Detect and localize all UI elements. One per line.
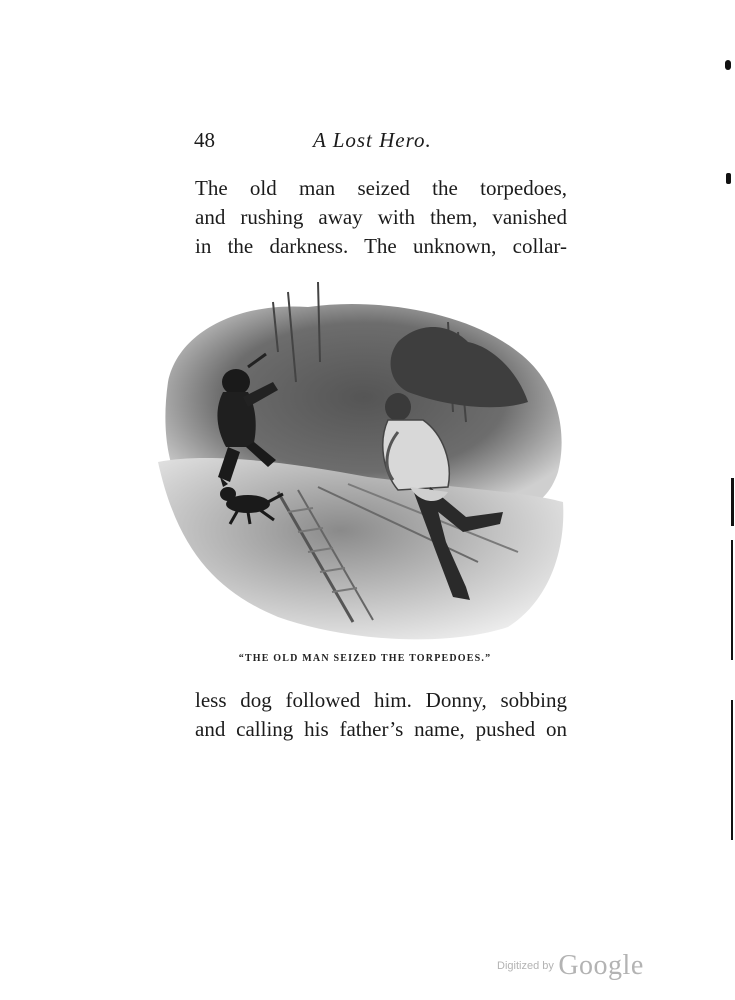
scan-mark — [731, 478, 734, 526]
body-text-top — [195, 174, 567, 261]
text-line: and calling his father’s name, pushed on — [195, 717, 567, 741]
google-watermark — [497, 950, 644, 982]
text-line: less dog followed him. Donny, sobbing — [195, 688, 567, 712]
scan-mark — [725, 60, 731, 70]
text-line: and rushing away with them, vanished — [195, 205, 567, 229]
text-line: The old man seized the torpedoes, — [195, 176, 567, 200]
text-line: in the darkness. The unknown, collar- — [195, 234, 567, 258]
running-title: A Lost Hero. — [313, 128, 432, 152]
scan-mark — [731, 540, 733, 660]
scan-mark — [731, 700, 733, 840]
illustration — [148, 262, 573, 652]
page-number: 48 — [194, 128, 215, 152]
body-text-bottom — [195, 686, 567, 744]
watermark-prefix: Digitized by — [497, 960, 554, 972]
scan-mark — [726, 173, 731, 184]
watermark-brand: Google — [558, 950, 644, 981]
illustration-caption: “THE OLD MAN SEIZED THE TORPEDOES.” — [238, 653, 492, 664]
